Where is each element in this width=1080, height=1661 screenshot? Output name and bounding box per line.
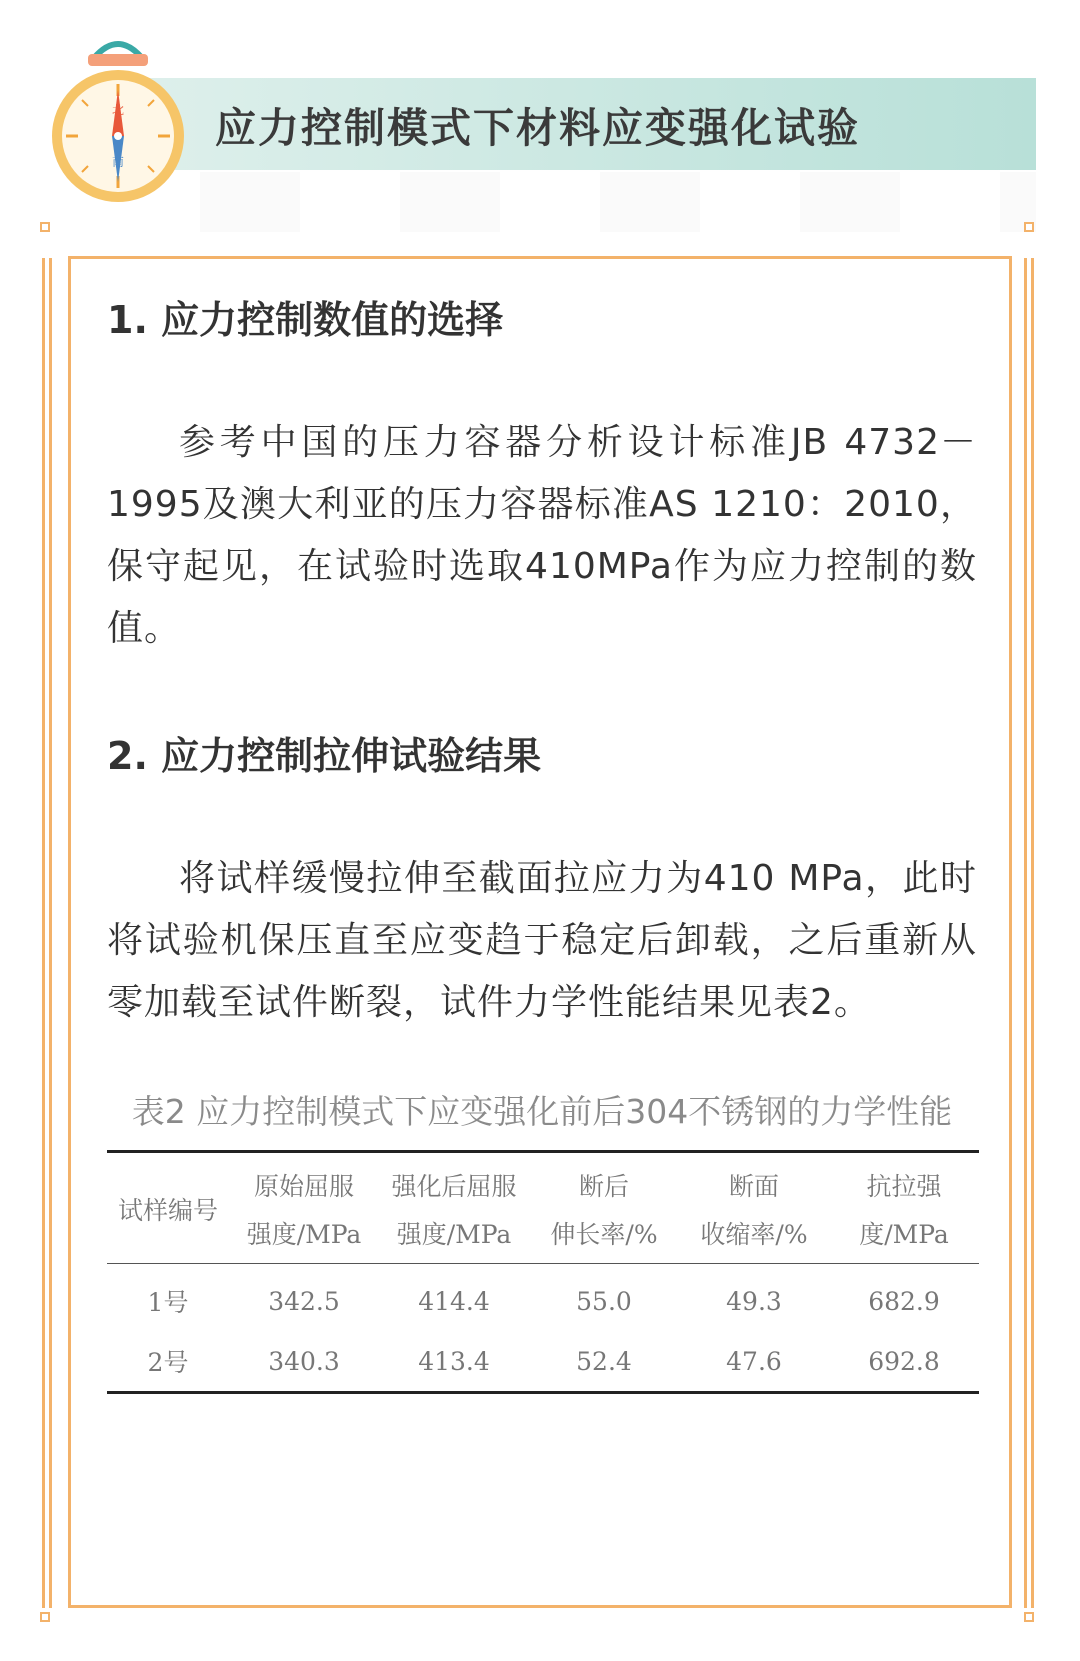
table-row	[107, 1331, 979, 1393]
frame-right-border	[1024, 258, 1034, 1608]
header-shadow	[200, 172, 1036, 232]
frame-corner-bottom-right	[1024, 1612, 1034, 1622]
table-cell: 342.5	[268, 1286, 340, 1316]
section-2-heading: 2. 应力控制拉伸试验结果	[107, 734, 542, 778]
table-cell: 413.4	[418, 1346, 490, 1376]
frame-corner-bottom-left	[40, 1612, 50, 1622]
compass-icon	[38, 28, 198, 208]
table-header-row	[107, 1152, 979, 1264]
table-header-cell: 抗拉强 度/MPa	[859, 1172, 949, 1249]
frame-corner-top-right	[1024, 222, 1034, 232]
table-cell: 1号	[147, 1288, 189, 1317]
frame-corner-top-left	[40, 222, 50, 232]
table-header-cell: 强化后屈服 强度/MPa	[391, 1172, 517, 1249]
compass-south-label: 南	[111, 155, 125, 169]
table-cell: 692.8	[868, 1346, 940, 1376]
table-cell: 414.4	[418, 1286, 490, 1316]
table-header-cell: 断面 收缩率/%	[700, 1172, 808, 1249]
page-title: 应力控制模式下材料应变强化试验	[215, 104, 860, 152]
compass-north-label: 北	[111, 103, 125, 117]
article-body	[107, 290, 977, 1394]
table-cell: 52.4	[576, 1346, 632, 1376]
table-cell: 340.3	[268, 1346, 340, 1376]
table-header-cell: 断后 伸长率/%	[550, 1172, 658, 1249]
section-1-paragraph: 参考中国的压力容器分析设计标准JB 4732－1995及澳大利亚的压力容器标准AS 1210：2010，保守起见，在试验时选取410MPa作为应力控制的数值。	[107, 422, 977, 649]
table-cell: 682.9	[868, 1286, 940, 1316]
properties-table	[107, 1150, 979, 1394]
frame-left-border	[42, 258, 52, 1608]
table-cell: 47.6	[726, 1346, 782, 1376]
table-cell: 55.0	[576, 1286, 632, 1316]
section-2-paragraph: 将试样缓慢拉伸至截面拉应力为410 MPa，此时将试验机保压直至应变趋于稳定后卸载，之后重新从零加载至试件断裂，试件力学性能结果见表2。	[107, 858, 977, 1023]
table-cell: 49.3	[726, 1286, 782, 1316]
section-1-heading: 1. 应力控制数值的选择	[107, 298, 504, 342]
table-header-cell: 试样编号	[117, 1196, 218, 1225]
table-row	[107, 1264, 979, 1332]
table-caption: 表2 应力控制模式下应变强化前后304不锈钢的力学性能	[131, 1092, 953, 1131]
table-header-cell: 原始屈服 强度/MPa	[246, 1172, 362, 1249]
table-cell: 2号	[147, 1348, 189, 1377]
